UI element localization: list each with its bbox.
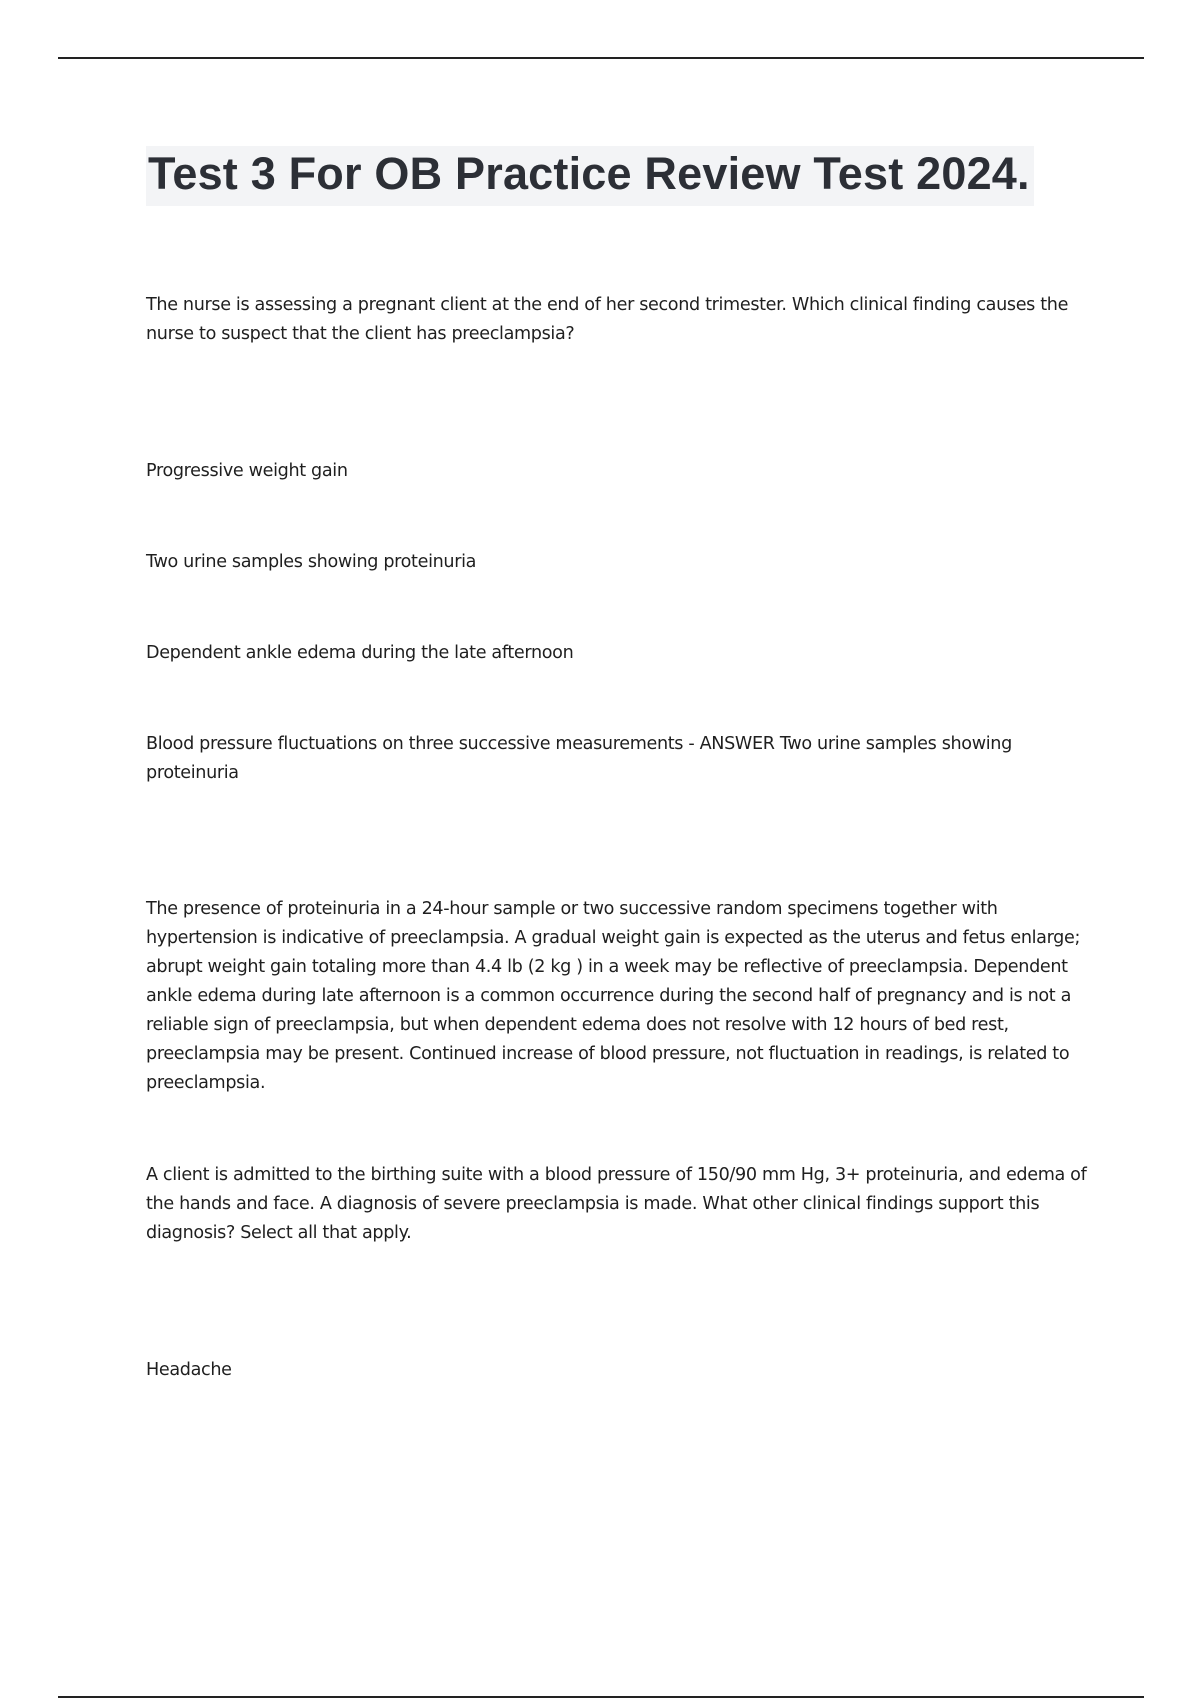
question-1-option: Two urine samples showing proteinuria <box>146 552 477 572</box>
top-rule <box>58 57 1144 59</box>
bottom-rule <box>58 1696 1144 1698</box>
document-title: Test 3 For OB Practice Review Test 2024. <box>146 146 1034 206</box>
question-2-option: Headache <box>146 1360 232 1380</box>
question-1-text: The nurse is assessing a pregnant client at the end of her second trimester. Which clinical finding causes the nurse to suspect that the client has preeclampsia? <box>146 295 1069 344</box>
question-2-text: A client is admitted to the birthing suite with a blood pressure of 150/90 mm Hg, 3+ proteinuria, and edema of the hands and face. A diagnosis of severe preeclampsia is made. What other clinical findings support this diagnosis? Select all that apply. <box>146 1165 1087 1243</box>
question-1-option: Dependent ankle edema during the late afternoon <box>146 643 574 663</box>
question-1-option-with-answer: Blood pressure fluctuations on three successive measurements - ANSWER Two urine samples showing proteinuria <box>146 734 1012 783</box>
question-1-option: Progressive weight gain <box>146 461 348 481</box>
question-1-rationale: The presence of proteinuria in a 24-hour sample or two successive random specimens together with hypertension is indicative of preeclampsia. A gradual weight gain is expected as the uterus and fetus enlarge; abrupt weight gain totaling more than 4.4 lb (2 kg ) in a week may be reflective of preeclampsia. Dependent ankle edema during late afternoon is a common occurrence during the second half of pregnancy and is not a reliable sign of preeclampsia, but when dependent edema does not resolve with 12 hours of bed rest, preeclampsia may be present. Continued increase of blood pressure, not fluctuation in readings, is related to preeclampsia. <box>146 899 1081 1093</box>
